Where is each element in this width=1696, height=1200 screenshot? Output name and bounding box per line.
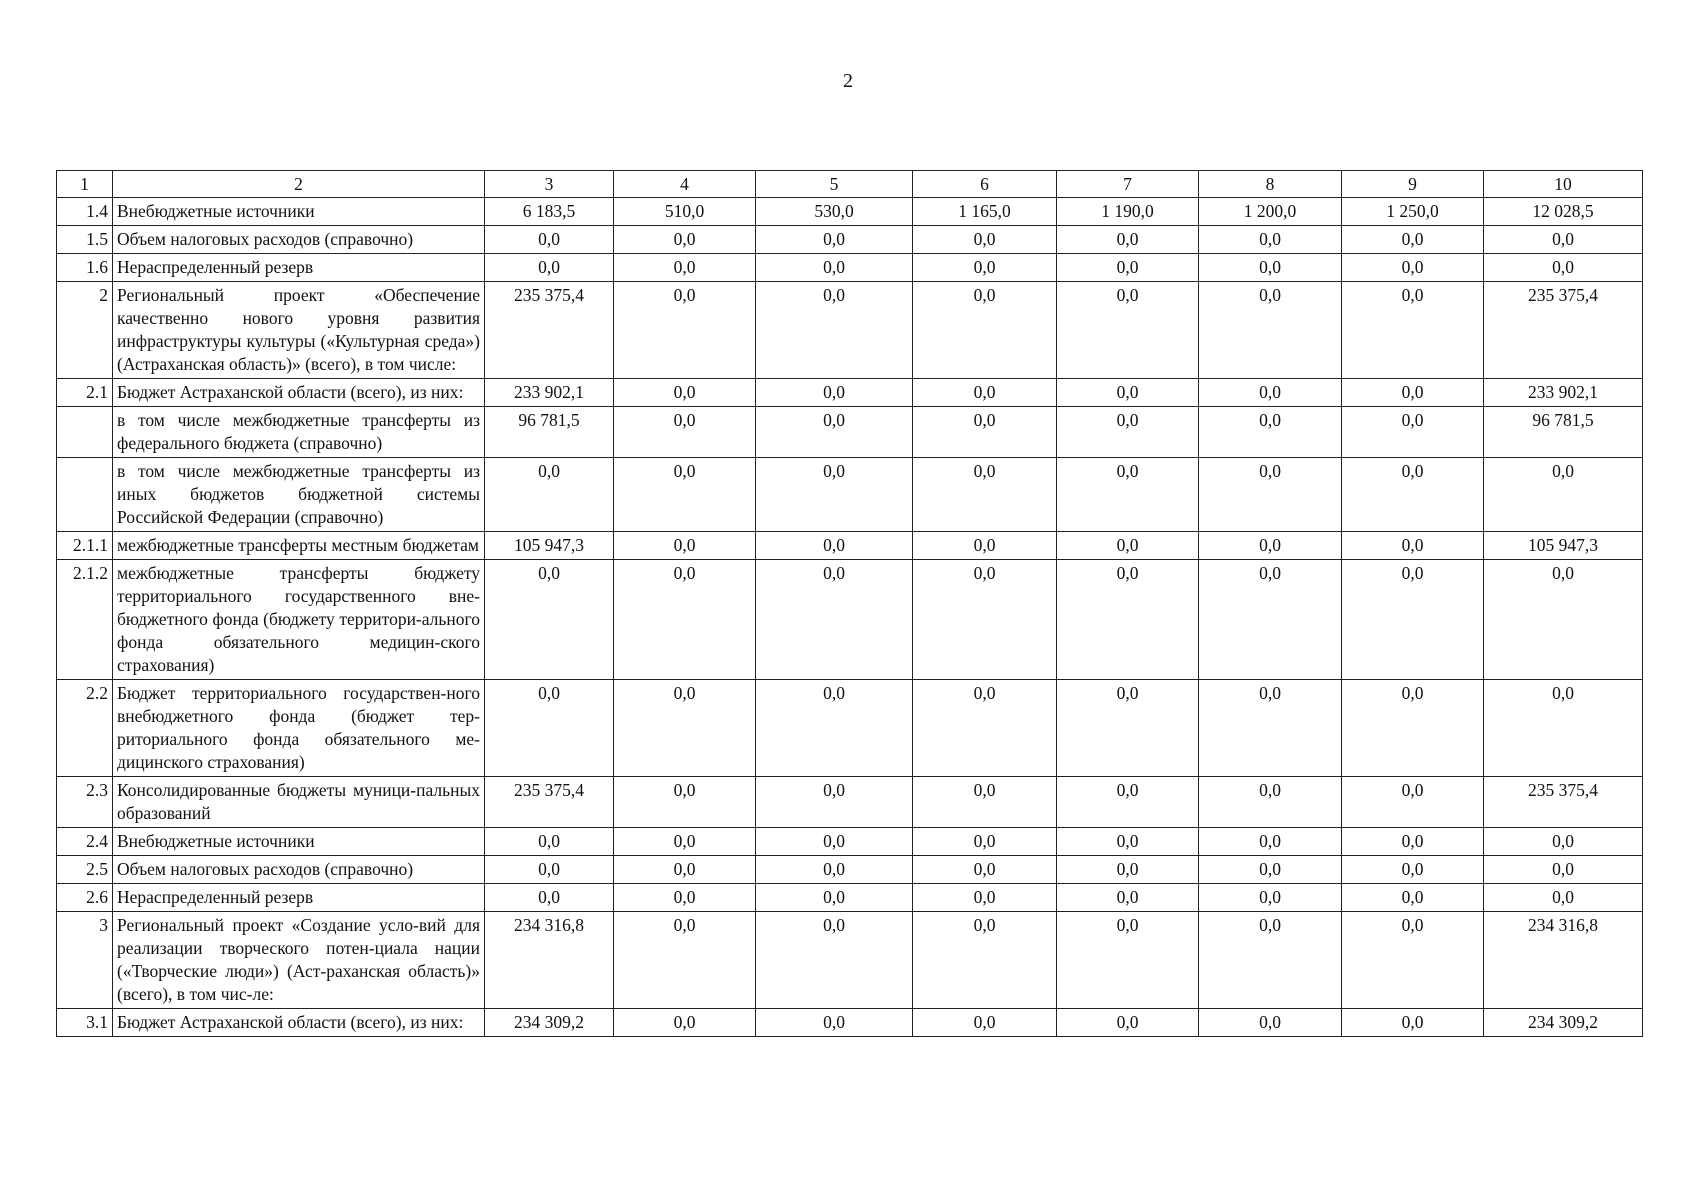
value-cell: 0,0 — [1199, 680, 1342, 777]
value-cell: 0,0 — [1342, 379, 1484, 407]
table-row — [57, 856, 1643, 884]
value-cell: 12 028,5 — [1484, 198, 1643, 226]
value-cell: 0,0 — [485, 226, 614, 254]
row-index-cell: 2.4 — [57, 828, 113, 856]
column-header: 6 — [913, 171, 1057, 198]
row-description-cell: Региональный проект «Обеспечение качественно нового уровня развития инфраструктуры культуры («Культурная среда») (Астраханская область)» (всего), в том числе: — [113, 282, 485, 379]
value-cell: 0,0 — [1199, 282, 1342, 379]
value-cell: 0,0 — [913, 254, 1057, 282]
value-cell: 0,0 — [1057, 407, 1199, 458]
row-description-cell: в том числе межбюджетные трансферты из федерального бюджета (справочно) — [113, 407, 485, 458]
value-cell: 0,0 — [1199, 407, 1342, 458]
value-cell: 0,0 — [913, 884, 1057, 912]
value-cell: 0,0 — [485, 458, 614, 532]
value-cell: 0,0 — [1057, 226, 1199, 254]
table-row — [57, 379, 1643, 407]
value-cell: 0,0 — [1199, 828, 1342, 856]
value-cell: 0,0 — [1057, 680, 1199, 777]
value-cell: 0,0 — [614, 777, 756, 828]
value-cell: 0,0 — [913, 777, 1057, 828]
value-cell: 1 165,0 — [913, 198, 1057, 226]
value-cell: 0,0 — [756, 912, 913, 1009]
value-cell: 6 183,5 — [485, 198, 614, 226]
value-cell: 0,0 — [913, 680, 1057, 777]
row-description-cell: Нераспределенный резерв — [113, 884, 485, 912]
value-cell: 0,0 — [614, 856, 756, 884]
value-cell: 235 375,4 — [485, 282, 614, 379]
value-cell: 0,0 — [1199, 777, 1342, 828]
column-header: 3 — [485, 171, 614, 198]
value-cell: 0,0 — [1199, 532, 1342, 560]
value-cell: 0,0 — [913, 282, 1057, 379]
column-header: 9 — [1342, 171, 1484, 198]
value-cell: 0,0 — [1342, 254, 1484, 282]
row-description-cell: Бюджет Астраханской области (всего), из них: — [113, 1009, 485, 1037]
value-cell: 0,0 — [614, 912, 756, 1009]
row-description-cell: межбюджетные трансферты бюджету территориального государственного вне-бюджетного фонда (бюджету территори-ального фонда обязательного медицин-ского страхования) — [113, 560, 485, 680]
value-cell: 0,0 — [614, 458, 756, 532]
value-cell: 0,0 — [1342, 680, 1484, 777]
value-cell: 0,0 — [614, 1009, 756, 1037]
value-cell: 0,0 — [1057, 458, 1199, 532]
row-description-cell: Нераспределенный резерв — [113, 254, 485, 282]
value-cell: 0,0 — [614, 379, 756, 407]
row-index-cell: 1.6 — [57, 254, 113, 282]
value-cell: 1 250,0 — [1342, 198, 1484, 226]
value-cell: 0,0 — [1199, 458, 1342, 532]
value-cell: 0,0 — [614, 407, 756, 458]
value-cell: 0,0 — [913, 828, 1057, 856]
value-cell: 0,0 — [614, 532, 756, 560]
value-cell: 96 781,5 — [485, 407, 614, 458]
value-cell: 0,0 — [756, 282, 913, 379]
column-header: 2 — [113, 171, 485, 198]
value-cell: 234 309,2 — [485, 1009, 614, 1037]
table-row — [57, 777, 1643, 828]
table-row — [57, 254, 1643, 282]
row-index-cell: 3.1 — [57, 1009, 113, 1037]
row-index-cell: 2.6 — [57, 884, 113, 912]
value-cell: 0,0 — [1342, 407, 1484, 458]
value-cell: 0,0 — [1342, 856, 1484, 884]
value-cell: 0,0 — [1057, 379, 1199, 407]
row-index-cell: 2 — [57, 282, 113, 379]
value-cell: 0,0 — [913, 226, 1057, 254]
value-cell: 105 947,3 — [1484, 532, 1643, 560]
column-header: 4 — [614, 171, 756, 198]
value-cell: 0,0 — [614, 226, 756, 254]
value-cell: 0,0 — [1057, 884, 1199, 912]
budget-table — [56, 170, 1643, 1037]
value-cell: 0,0 — [485, 828, 614, 856]
value-cell: 0,0 — [1342, 777, 1484, 828]
table-row — [57, 884, 1643, 912]
table-row — [57, 198, 1643, 226]
value-cell: 0,0 — [1199, 856, 1342, 884]
value-cell: 0,0 — [1057, 560, 1199, 680]
value-cell: 0,0 — [756, 226, 913, 254]
value-cell: 1 200,0 — [1199, 198, 1342, 226]
table-row — [57, 532, 1643, 560]
value-cell: 0,0 — [1342, 560, 1484, 680]
value-cell: 0,0 — [614, 680, 756, 777]
value-cell: 0,0 — [614, 282, 756, 379]
value-cell: 0,0 — [614, 884, 756, 912]
column-header: 5 — [756, 171, 913, 198]
value-cell: 0,0 — [756, 828, 913, 856]
value-cell: 0,0 — [1342, 828, 1484, 856]
row-description-cell: Внебюджетные источники — [113, 828, 485, 856]
value-cell: 1 190,0 — [1057, 198, 1199, 226]
value-cell: 0,0 — [756, 777, 913, 828]
row-description-cell: в том числе межбюджетные трансферты из иных бюджетов бюджетной системы Российской Федерации (справочно) — [113, 458, 485, 532]
value-cell: 0,0 — [1199, 884, 1342, 912]
value-cell: 530,0 — [756, 198, 913, 226]
value-cell: 510,0 — [614, 198, 756, 226]
value-cell: 0,0 — [913, 912, 1057, 1009]
value-cell: 0,0 — [614, 560, 756, 680]
row-index-cell: 2.2 — [57, 680, 113, 777]
value-cell: 0,0 — [1057, 856, 1199, 884]
value-cell: 0,0 — [1199, 1009, 1342, 1037]
value-cell: 233 902,1 — [1484, 379, 1643, 407]
row-description-cell: Внебюджетные источники — [113, 198, 485, 226]
value-cell: 0,0 — [1199, 379, 1342, 407]
table-row — [57, 282, 1643, 379]
page-number: 2 — [843, 70, 853, 92]
value-cell: 233 902,1 — [485, 379, 614, 407]
row-description-cell: Объем налоговых расходов (справочно) — [113, 856, 485, 884]
value-cell: 0,0 — [1484, 856, 1643, 884]
value-cell: 0,0 — [1484, 254, 1643, 282]
table-row — [57, 912, 1643, 1009]
row-index-cell — [57, 407, 113, 458]
table-row — [57, 1009, 1643, 1037]
value-cell: 0,0 — [1057, 912, 1199, 1009]
value-cell: 234 316,8 — [485, 912, 614, 1009]
row-index-cell: 1.5 — [57, 226, 113, 254]
value-cell: 0,0 — [1199, 912, 1342, 1009]
value-cell: 0,0 — [1057, 828, 1199, 856]
value-cell: 0,0 — [1342, 282, 1484, 379]
value-cell: 0,0 — [756, 532, 913, 560]
value-cell: 0,0 — [756, 680, 913, 777]
row-description-cell: Объем налоговых расходов (справочно) — [113, 226, 485, 254]
table-row — [57, 226, 1643, 254]
value-cell: 234 316,8 — [1484, 912, 1643, 1009]
table-row — [57, 407, 1643, 458]
value-cell: 0,0 — [614, 254, 756, 282]
value-cell: 0,0 — [913, 458, 1057, 532]
value-cell: 0,0 — [1342, 1009, 1484, 1037]
row-description-cell: Региональный проект «Создание усло-вий для реализации творческого потен-циала нации («Творческие люди») (Аст-раханская область)» (всего), в том чис-ле: — [113, 912, 485, 1009]
value-cell: 0,0 — [1342, 884, 1484, 912]
column-header: 10 — [1484, 171, 1643, 198]
row-description-cell: Консолидированные бюджеты муници-пальных образований — [113, 777, 485, 828]
value-cell: 0,0 — [1484, 560, 1643, 680]
value-cell: 0,0 — [1199, 254, 1342, 282]
value-cell: 0,0 — [485, 680, 614, 777]
table-row — [57, 560, 1643, 680]
value-cell: 0,0 — [1199, 560, 1342, 680]
row-description-cell: Бюджет территориального государствен-ного внебюджетного фонда (бюджет тер-риториального фонда обязательного ме-дицинского страхования) — [113, 680, 485, 777]
value-cell: 0,0 — [756, 856, 913, 884]
row-index-cell: 1.4 — [57, 198, 113, 226]
value-cell: 0,0 — [756, 560, 913, 680]
value-cell: 0,0 — [1342, 532, 1484, 560]
row-index-cell: 3 — [57, 912, 113, 1009]
value-cell: 0,0 — [756, 884, 913, 912]
value-cell: 0,0 — [1342, 458, 1484, 532]
value-cell: 96 781,5 — [1484, 407, 1643, 458]
value-cell: 0,0 — [485, 884, 614, 912]
column-header: 8 — [1199, 171, 1342, 198]
row-index-cell — [57, 458, 113, 532]
row-index-cell: 2.1.2 — [57, 560, 113, 680]
table-row — [57, 680, 1643, 777]
value-cell: 234 309,2 — [1484, 1009, 1643, 1037]
value-cell: 105 947,3 — [485, 532, 614, 560]
row-index-cell: 2.1 — [57, 379, 113, 407]
value-cell: 0,0 — [1057, 777, 1199, 828]
column-header: 7 — [1057, 171, 1199, 198]
value-cell: 235 375,4 — [1484, 282, 1643, 379]
value-cell: 0,0 — [1484, 226, 1643, 254]
value-cell: 235 375,4 — [1484, 777, 1643, 828]
value-cell: 0,0 — [913, 560, 1057, 680]
table-row — [57, 828, 1643, 856]
value-cell: 0,0 — [756, 407, 913, 458]
value-cell: 0,0 — [1342, 226, 1484, 254]
value-cell: 235 375,4 — [485, 777, 614, 828]
value-cell: 0,0 — [485, 560, 614, 680]
value-cell: 0,0 — [485, 856, 614, 884]
value-cell: 0,0 — [1057, 1009, 1199, 1037]
row-index-cell: 2.5 — [57, 856, 113, 884]
value-cell: 0,0 — [756, 458, 913, 532]
value-cell: 0,0 — [1057, 254, 1199, 282]
value-cell: 0,0 — [913, 856, 1057, 884]
header-row — [57, 171, 1643, 198]
row-description-cell: Бюджет Астраханской области (всего), из них: — [113, 379, 485, 407]
value-cell: 0,0 — [913, 1009, 1057, 1037]
value-cell: 0,0 — [756, 1009, 913, 1037]
column-header: 1 — [57, 171, 113, 198]
row-index-cell: 2.1.1 — [57, 532, 113, 560]
table-row — [57, 458, 1643, 532]
value-cell: 0,0 — [1484, 680, 1643, 777]
value-cell: 0,0 — [1342, 912, 1484, 1009]
value-cell: 0,0 — [1057, 532, 1199, 560]
value-cell: 0,0 — [913, 379, 1057, 407]
value-cell: 0,0 — [1057, 282, 1199, 379]
value-cell: 0,0 — [1484, 884, 1643, 912]
value-cell: 0,0 — [1199, 226, 1342, 254]
row-description-cell: межбюджетные трансферты местным бюджетам — [113, 532, 485, 560]
table-body — [57, 171, 1643, 1037]
value-cell: 0,0 — [756, 254, 913, 282]
value-cell: 0,0 — [756, 379, 913, 407]
value-cell: 0,0 — [1484, 458, 1643, 532]
value-cell: 0,0 — [1484, 828, 1643, 856]
value-cell: 0,0 — [913, 532, 1057, 560]
value-cell: 0,0 — [913, 407, 1057, 458]
value-cell: 0,0 — [485, 254, 614, 282]
value-cell: 0,0 — [614, 828, 756, 856]
row-index-cell: 2.3 — [57, 777, 113, 828]
